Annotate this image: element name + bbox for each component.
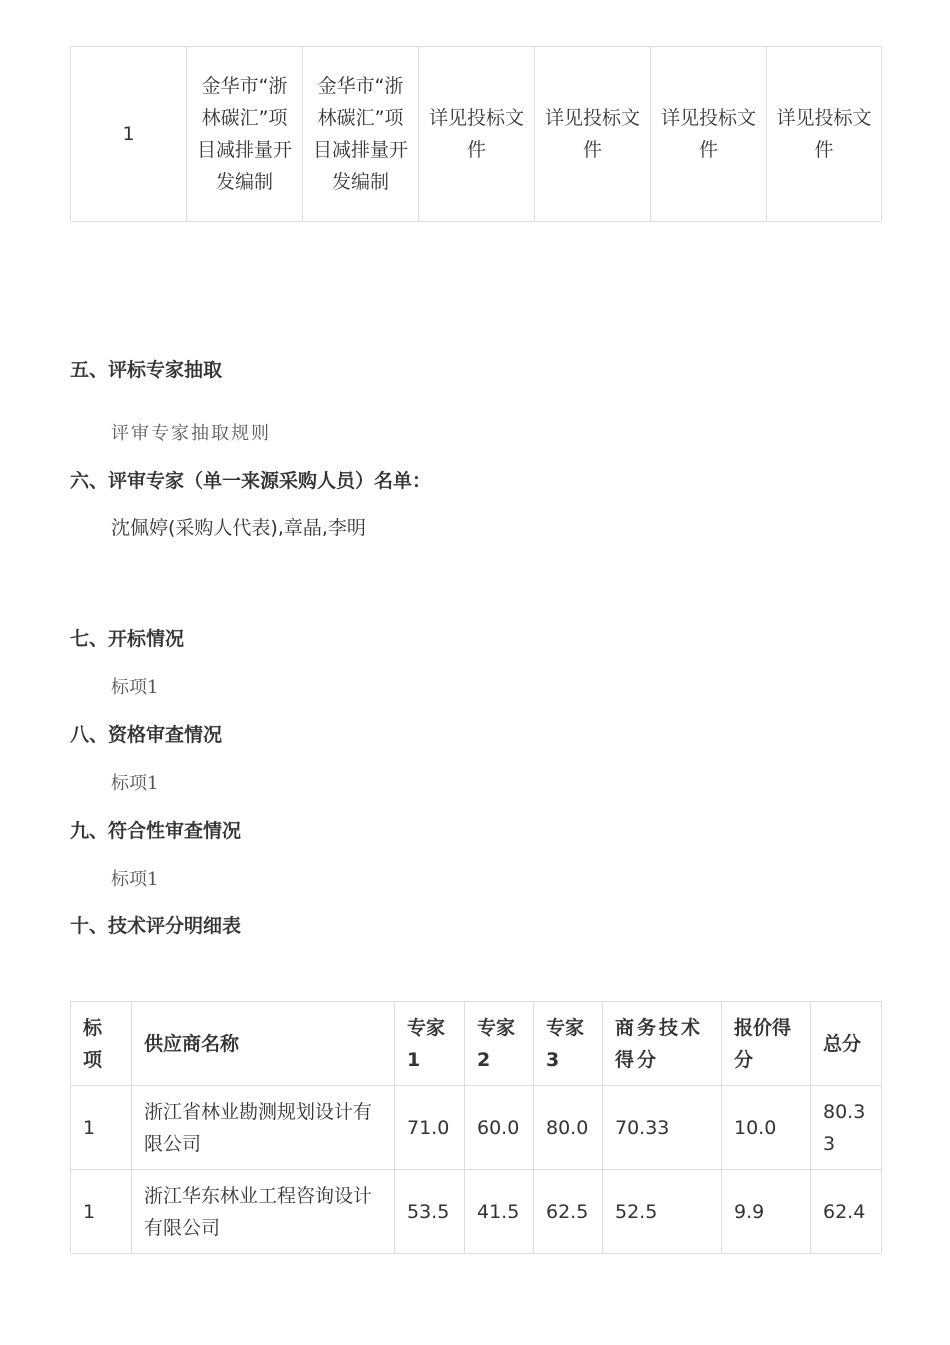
table-row (71, 1086, 882, 1170)
table-cell-project-content: 金华市“浙林碳汇”项目减排量开发编制 (303, 47, 419, 222)
cell-expert-2: 60.0 (465, 1086, 534, 1170)
table-header-row (71, 1002, 882, 1086)
qualification-review-item: 标项1 (111, 773, 159, 794)
section-title-expert-list: 六、评审专家（单一来源采购人员）名单： (70, 470, 432, 492)
header-expert-2: 专家2 (465, 1002, 534, 1086)
cell-expert-2: 41.5 (465, 1170, 534, 1254)
cell-expert-1: 71.0 (395, 1086, 465, 1170)
score-table (70, 1001, 882, 1254)
cell-lot: 1 (71, 1170, 132, 1254)
bid-opening-item: 标项1 (111, 677, 159, 698)
section-title-compliance-review: 九、符合性审查情况 (70, 820, 242, 842)
expert-selection-rule-text: 评审专家抽取规则 (111, 423, 271, 444)
section-title-qualification-review: 八、资格审查情况 (70, 724, 223, 746)
header-expert-1: 专家1 (395, 1002, 465, 1086)
header-expert-3: 专家3 (534, 1002, 603, 1086)
cell-price-score: 9.9 (722, 1170, 811, 1254)
table-cell-project-name: 金华市“浙林碳汇”项目减排量开发编制 (187, 47, 303, 222)
cell-supplier-name: 浙江华东林业工程咨询设计有限公司 (132, 1170, 395, 1254)
cell-supplier-name: 浙江省林业勘测规划设计有限公司 (132, 1086, 395, 1170)
cell-total-score: 62.4 (811, 1170, 882, 1254)
cell-lot: 1 (71, 1086, 132, 1170)
table-cell-index: 1 (71, 47, 187, 222)
table-cell-detail: 详见投标文件 (767, 47, 882, 222)
header-lot: 标项 (71, 1002, 132, 1086)
cell-expert-3: 80.0 (534, 1086, 603, 1170)
section-title-expert-selection: 五、评标专家抽取 (70, 359, 223, 381)
header-price-score: 报价得分 (722, 1002, 811, 1086)
table-row (71, 1170, 882, 1254)
section-title-bid-opening: 七、开标情况 (70, 628, 185, 650)
table-cell-detail: 详见投标文件 (535, 47, 651, 222)
table-cell-detail: 详见投标文件 (651, 47, 767, 222)
header-business-tech-score: 商务技术得分 (603, 1002, 722, 1086)
cell-price-score: 10.0 (722, 1086, 811, 1170)
section-title-technical-score: 十、技术评分明细表 (70, 915, 242, 937)
cell-expert-1: 53.5 (395, 1170, 465, 1254)
cell-business-tech-score: 52.5 (603, 1170, 722, 1254)
header-supplier-name: 供应商名称 (132, 1002, 395, 1086)
header-total-score: 总分 (811, 1002, 882, 1086)
project-table (70, 46, 882, 222)
table-cell-detail: 详见投标文件 (419, 47, 535, 222)
cell-expert-3: 62.5 (534, 1170, 603, 1254)
table-row (71, 47, 882, 222)
expert-list-text: 沈佩婷(采购人代表),章晶,李明 (111, 517, 366, 539)
cell-total-score: 80.33 (811, 1086, 882, 1170)
cell-business-tech-score: 70.33 (603, 1086, 722, 1170)
compliance-review-item: 标项1 (111, 869, 159, 890)
